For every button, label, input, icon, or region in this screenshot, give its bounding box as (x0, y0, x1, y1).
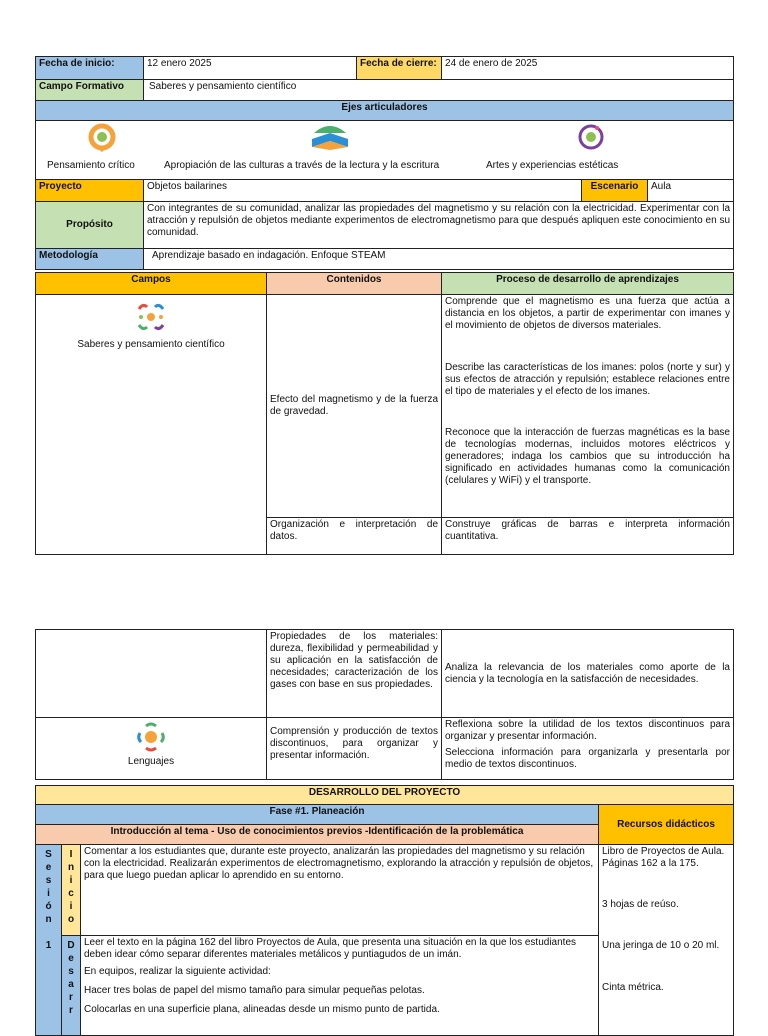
pda-magnetismo-3: Reconoce que la interacción de fuerzas magnéticas es la base de tecnologías modernas, incluidos motores eléctricos y generadores; indaga los cambios que su introducción ha significado en actividades humanas como la comunicación (celulares y WiFi) y el transporte. (445, 427, 730, 486)
sesion-letter: 1 (45, 940, 52, 951)
proposito-label: Propósito (36, 202, 144, 249)
escenario-value: Aula (648, 180, 734, 202)
escenario-label: Escenario (582, 180, 648, 202)
recurso-cinta: Cinta métrica. (602, 982, 664, 993)
desarrollo-letter: r (69, 992, 73, 1003)
desarrollo-p2: En equipos, realizar la siguiente actividad: (84, 966, 271, 977)
pda-textos-2: Selecciona información para organizarla y presentarla por medio de textos discontinuos. (445, 747, 730, 770)
desarrollo-letter: D (67, 940, 75, 951)
desarrollo-letter: s (68, 966, 74, 977)
pda-datos: Construye gráficas de barras e interpreta información cuantitativa. (442, 518, 734, 555)
contenido-materiales: Propiedades de los materiales: dureza, flexibilidad y permeabilidad y su aplicación en la satisfacción de necesidades; caracterización de los gases con base en sus propiedades. (267, 630, 442, 718)
fecha-inicio-value: 12 enero 2025 (144, 57, 357, 80)
campo-lenguajes: Lenguajes (127, 756, 175, 767)
pda-cell-1 (442, 295, 734, 518)
inicio-letter: I (69, 849, 73, 860)
desarrollo-table (35, 785, 734, 1036)
desarrollo-text-cell (81, 936, 599, 1036)
ejes-title: Ejes articuladores (36, 101, 734, 121)
fecha-cierre-label: Fecha de cierre: (357, 57, 442, 80)
header-table (35, 56, 734, 270)
sesion-letter: S (45, 849, 52, 860)
desarrollo-p1: Leer el texto en la página 162 del libro Proyectos de Aula, que presenta una situación en la que los estudiantes deben idear cómo separar diferentes materiales metálicos y puntiagudos de un imán. (84, 937, 577, 960)
pda-magnetismo-2: Describe las características de los imanes: polos (norte y sur) y sus efectos de atracción y repulsión; establece relaciones entre el tipo de materiales y el efecto de los imanes. (445, 362, 730, 397)
sesion-letter: s (45, 875, 52, 886)
header-contenidos: Contenidos (267, 273, 442, 295)
pda-magnetismo-1: Comprende que el magnetismo es una fuerza que actúa a distancia en los objetos, a partir de experimentar con imanes y el movimiento de objetos de diversos materiales. (445, 296, 730, 331)
desarrollo-letter: r (69, 1005, 73, 1016)
lenguajes-icon (134, 720, 168, 754)
campo-cell-1 (36, 295, 267, 555)
proyecto-label: Proyecto (36, 180, 144, 202)
desarrollo-letter: a (68, 979, 74, 990)
apropiacion-culturas-icon (310, 121, 350, 151)
inicio-letter: i (69, 901, 73, 912)
saberes-icon (133, 299, 169, 335)
contenido-datos: Organización e interpretación de datos. (267, 518, 442, 555)
sesion-letter: n (45, 914, 52, 925)
intro-title: Introducción al tema - Uso de conocimientos previos -Identificación de la problemática (36, 825, 599, 845)
inicio-text: Comentar a los estudiantes que, durante este proyecto, analizarán las propiedades del magnetismo y su relación con la electricidad. Realizarán experimentos de electromagnetismo, explorando la atracción y repulsión de objetos, para que luego puedan aplicar lo aprendido en su entorno. (81, 845, 599, 936)
desarrollo-p4: Colocarlas en una superficie plana, alineadas desde un mismo punto de partida. (84, 1004, 440, 1015)
fecha-inicio-label: Fecha de inicio: (36, 57, 144, 80)
desarrollo-title: DESARROLLO DEL PROYECTO (36, 786, 734, 805)
artes-icon (577, 123, 605, 151)
eje-artes: Artes y experiencias estéticas (486, 160, 619, 171)
eje-pensamiento-critico: Pensamiento crítico (47, 160, 135, 171)
pda-materiales: Analiza la relevancia de los materiales como aporte de la ciencia y la tecnología en la satisfacción de necesidades. (442, 630, 734, 718)
fase-title: Fase #1. Planeación (36, 805, 599, 825)
inicio-letter: i (69, 875, 73, 886)
desarrollo-letter: e (68, 953, 74, 964)
sesion-1-label (36, 845, 62, 1036)
campo-saberes: Saberes y pensamiento científico (77, 339, 225, 350)
recursos-cell (599, 845, 734, 1036)
pda-textos-cell (442, 718, 734, 780)
sesion-letter: e (45, 862, 52, 873)
eje-apropiacion: Apropiación de las culturas a través de la lectura y la escritura (164, 160, 440, 171)
recurso-hojas: 3 hojas de reúso. (602, 899, 679, 910)
metodologia-label: Metodología (36, 249, 144, 270)
contenido-magnetismo: Efecto del magnetismo y de la fuerza de gravedad. (267, 295, 442, 518)
desarrollo-p3: Hacer tres bolas de papel del mismo tamaño para simular pequeñas pelotas. (84, 985, 425, 996)
sesion-letter (39, 926, 58, 939)
sesion-letter: i (47, 888, 50, 899)
inicio-label (62, 845, 81, 936)
page2-content-table (35, 629, 734, 780)
proyecto-value: Objetos bailarines (144, 180, 582, 202)
pensamiento-critico-icon (87, 123, 117, 153)
inicio-letter: o (67, 914, 75, 925)
desarrollo-label (62, 936, 81, 1036)
campo-formativo-label: Campo Formativo (36, 80, 144, 101)
metodologia-value: Aprendizaje basado en indagación. Enfoque STEAM (144, 249, 734, 270)
recurso-jeringa: Una jeringa de 10 o 20 ml. (602, 940, 720, 951)
header-pda: Proceso de desarrollo de aprendizajes (442, 273, 734, 295)
proposito-value: Con integrantes de su comunidad, analizar las propiedades del magnetismo y su relación con la electricidad. Experimentar con la atracción y repulsión de objetos mediante experimentos de electromagnetismo para que después apliquen este conocimiento en su comunidad. (144, 202, 734, 249)
campo-formativo-value: Saberes y pensamiento científico (144, 80, 734, 101)
inicio-letter: c (68, 888, 74, 899)
recurso-libro: Libro de Proyectos de Aula. Páginas 162 a la 175. (602, 846, 725, 869)
ejes-row (36, 121, 734, 180)
header-campos: Campos (36, 273, 267, 295)
sesion-letter: ó (45, 901, 52, 912)
fecha-cierre-value: 24 de enero de 2025 (442, 57, 734, 80)
campo-lenguajes-cell (36, 718, 267, 780)
content-table (35, 272, 734, 555)
campo-cell-blank (36, 630, 267, 718)
contenido-textos: Comprensión y producción de textos discontinuos, para organizar y presentar información. (267, 718, 442, 780)
inicio-letter: n (67, 862, 75, 873)
pda-textos-1: Reflexiona sobre la utilidad de los textos discontinuos para organizar y presentar información. (445, 719, 730, 742)
recursos-title: Recursos didácticos (599, 805, 734, 845)
